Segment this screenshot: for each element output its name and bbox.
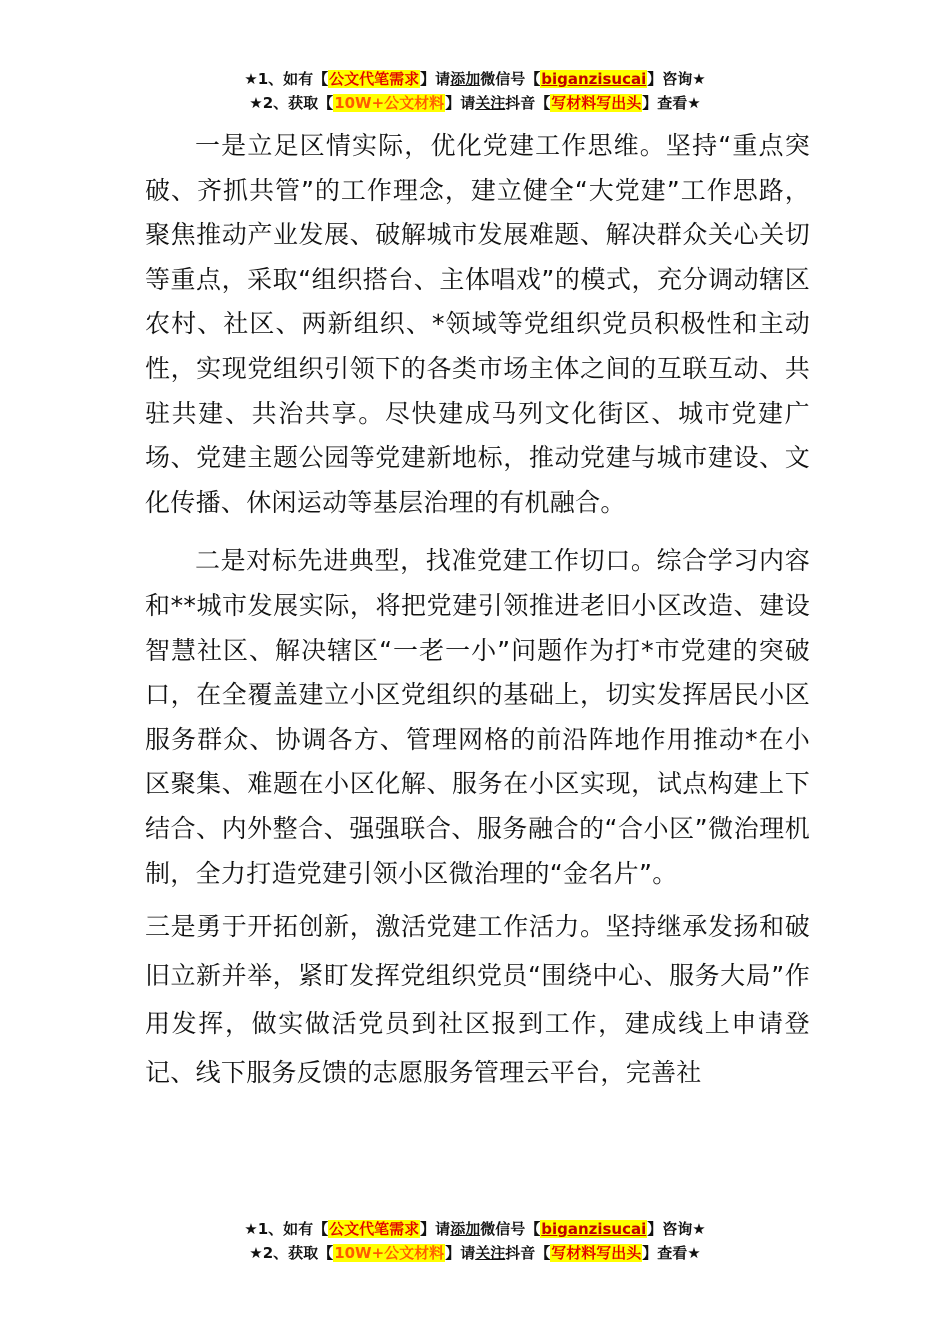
banner-line-1: ★1、如有【公文代笔需求】请添加微信号【biganzisucai】咨询★ — [244, 70, 706, 88]
wechat-id-link[interactable]: biganzisucai — [541, 70, 647, 88]
banner-line-1: ★1、如有【公文代笔需求】请添加微信号【biganzisucai】咨询★ — [244, 1220, 706, 1238]
highlight-materials: 10W+公文材料 — [334, 1244, 445, 1262]
paragraph-2: 二是对标先进典型，找准党建工作切口。综合学习内容和**城市发展实际，将把党建引领推进老旧小区改造、建设智慧社区、解决辖区“一老一小”问题作为打*市党建的突破口，在全覆盖建立小区党组织的基础上，切实发挥居民小区服务群众、协调各方、管理网格的前沿阵地作用推动*在小区聚集、难题在小区化解、服务在小区实现，试点构建上下结合、内外整合、强强联合、服务融合的“合小区”微治理机制，全力打造党建引领小区微治理的“金名片”。 — [145, 546, 810, 888]
footer-banner — [0, 1217, 950, 1265]
header-banner — [0, 67, 950, 115]
highlight-materials: 10W+公文材料 — [334, 94, 445, 112]
document-body — [145, 124, 810, 1097]
highlight-douyin: 写材料写出头 — [551, 1244, 642, 1262]
wechat-id-link[interactable]: biganzisucai — [541, 1220, 647, 1238]
highlight-service: 公文代笔需求 — [329, 1220, 420, 1238]
banner-line-2: ★2、获取【10W+公文材料】请关注抖音【写材料写出头】查看★ — [249, 94, 701, 112]
paragraph-1: 一是立足区情实际，优化党建工作思维。坚持“重点突破、齐抓共管”的工作理念，建立健全“大党建”工作思路，聚焦推动产业发展、破解城市发展难题、解决群众关心关切等重点，采取“组织搭台、主体唱戏”的模式，充分调动辖区农村、社区、两新组织、*领域等党组织党员积极性和主动性，实现党组织引领下的各类市场主体之间的互联互动、共驻共建、共治共享。尽快建成马列文化街区、城市党建广场、党建主题公园等党建新地标，推动党建与城市建设、文化传播、休闲运动等基层治理的有机融合。 — [145, 131, 810, 517]
highlight-douyin: 写材料写出头 — [551, 94, 642, 112]
paragraph-3: 三是勇于开拓创新，激活党建工作活力。坚持继承发扬和破旧立新并举，紧盯发挥党组织党员“围绕中心、服务大局”作用发挥，做实做活党员到社区报到工作，建成线上申请登记、线下服务反馈的志愿服务管理云平台，完善社 — [145, 912, 810, 1087]
banner-line-2: ★2、获取【10W+公文材料】请关注抖音【写材料写出头】查看★ — [249, 1244, 701, 1262]
highlight-service: 公文代笔需求 — [329, 70, 420, 88]
